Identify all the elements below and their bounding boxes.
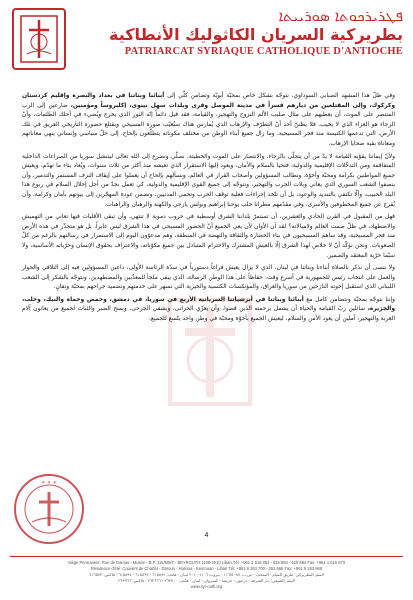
syriac-title: ܦܛܪܝܪܟܘܬܐ ܣܘܪܝܝܬܐ xyxy=(278,7,403,25)
letter-body xyxy=(22,92,395,328)
body-paragraph xyxy=(22,92,395,150)
bold-text-run: أبنائنا وبناتنا في بغداد والبصرة وإقليم كردستان وكركوك، وإلى المقتلعين من ديارهم قسراً في مدينة الموصل وقرى وبلدات سهل نينوى، إكليروساً ومؤمنين، xyxy=(22,93,395,109)
page-number: 4 xyxy=(204,532,209,539)
svg-text:✦ ✦ ✦: ✦ ✦ ✦ xyxy=(41,480,57,486)
text-run: ضارعين إلى الرب المنتصر على الموت، أن يعطيهم على مثال صليب الألم النزوح والتهجير، والقيامة، فقد قيل دائماً إنّه النور الذي يخرج ويُضيء في أحلك الظلمات، وأنّ الرجاء هو العزاء الذي لا يخيب. فلا يظننّ أحد أنّ التطرّف والإرهاب الذي يُمارس هناك سيُغيّب صورة المسيحي ويقتلع حضوره التاريخي العريق في تلك الأرض، التي تدعمها الكنيسة منذ فجر المسيحية، وما زال جميع أبناء الوطن من مختلف مكوناته يتطلّعون بإلحاح، إلى حلّ سياسي وإنساني ينهي معاناتهم ومعاناة بقية ضحايا الإرهاب. xyxy=(22,102,395,147)
crest-svg xyxy=(19,14,59,64)
arabic-title: بطريركية السريان الكاثوليك الأنطاكية xyxy=(109,25,403,44)
footer-summer-ar: المقر الصيفي: دير الشرفة - درعون - حريصا - كسروان - لبنان - هاتف: ٢٦٣٧٠٠ - ٢٦٣٦٦٦ - فاكس: ٢٦٣٩٦٦ xyxy=(118,578,295,583)
letterhead-titles xyxy=(70,7,403,59)
text-run: وفي ظلّ هذا المشهد الضبابي السوداوي، نتوجّه بشكل خاص بمحبّة أبويّة وتضامن كلّي إلى xyxy=(164,93,395,99)
text-run: فهل من المقبول في القرن الحادي والعشرين، أن تستمرّ بلداننا الشرق أوسطية في حروب دموية لا تنتهي، وأن تبقى الأقليات فيها تعاني من التهميش والاضطهاد، في ظلّ صمت العالم ولامبالاته؟ لقد آن الأوان لأن يعي الجميع أنّ الحضور المسيحي في هذا الشرق ليس عابراً، بل هو متجذّر في هذه الأرض منذ فجر المسيحية، وقد ساهم المسيحيون في بناء الحضارة والثقافة والنهضة في المنطقة، وهم مدعوّون اليوم إلى الاستمرار في رسالتهم بالرغم من كلّ الصعوبات. ونحن نؤكّد أنّ لا خلاص لهذا الشرق إلّا بالعيش المشترك والاحترام المتبادل بين جميع مكوّناته، والاعتراف بحقوق الإنسان وحرّياته الأساسية، ولا سيّما حرّية المعتقد والضمير. xyxy=(22,214,395,259)
footer-website[interactable]: www.syr-cath.org xyxy=(190,584,223,589)
text-run: ولا ننسى أن نذكر بالصلاة أبناءنا وبناتنا في لبنان، الذي لا يزال يعيش فراغاً دستورياً في سدّة الرئاسة الأولى، داعين المسؤولين فيه إلى التلاقي والحوار والعمل على انتخاب رئيس للجمهورية في أسرع وقت، حفاظاً على هذا الوطن الرسالة، الذي يبقى ملجأ للمعذّبين والمضطهدين، ونتوجّه بالشكر إلى الشعب اللبناني الذي استقبل إخوته النازحين من سوريا والعراق، والمؤسّسات الكنسية والخيرية التي تسهر على خدمتهم وتضميد جراحهم بمحبّة وتفانٍ. xyxy=(22,265,395,291)
french-title: PATRIARCAT SYRIAQUE CATHOLIQUE D'ANTIOCHE xyxy=(124,46,403,57)
bold-text-run: أبنائنا وبناتنا في أبرشياتنا السريانية الأربع في سوريا، في دمشق، وحمص وحماة والنبك، وحلب، والجزيرة، xyxy=(22,296,395,313)
letterhead xyxy=(0,0,413,72)
patriarchal-crest-icon xyxy=(12,8,66,70)
footer-address-fr: Siège Permanent: Rue de Damas - Musée - B.P. 116/5087 - BEYROUTH 1106-2010 Liban Tél: +961 1 615 892 - 615 893 - 615 894 Fax: +961 1 616 573 xyxy=(67,560,346,565)
body-paragraph xyxy=(22,153,395,211)
text-run: وإننا نتوجّه بمحبّة ونتضامن كامل مع xyxy=(303,296,396,303)
body-paragraph xyxy=(22,296,395,325)
footer-address-ar: المقر البطريركي: طريق الشام - المتحف - ص.ب. ١١٦/٥٠٨٧ - بيروت ١١٠٦-٢٠١٠ لبنان - هاتف: ٦١٥٨٩٢ - ٦١٥٨٩٣ - ٦١٥٨٩٤ - فاكس: ٦١٦٥٧٣ xyxy=(89,572,324,577)
text-run: ولأنّ إيماننا يقوّيه القيامة لا بدّ من أن يتجلّى بالرجاء، والانتصار على الموت والخطيئة، نصلّي ونضرع إلى الله تعالى لينتشل سوريا من الصراعات الداخلية المتفاقمة ومن التدخّلات الإقليمية والدولية، فتحيا بالسلام والأمان، ويعود إليها الاستقرار الذي تعيشه منذ أكثر من ثلاث سنوات، ويُعاد بناء ما تهدّم، ويعيش جميع المواطنين بكرامة ومحبّة وأخوّة. ونطالب المسؤولين وأصحاب القرار في العالم، ونسألهم بإلحاح أن يعملوا على إيقاف النزف المستمر والتدمير، وأن ينصفوا الشعب السوري الذي يعاني ويلات الحرب والتهجير، ونتوجّه إلى جميع القوى الإقليمية والدولية، كي تعمل بجدّ من أجل إحلال السلام في ربوع هذا البلد الحبيب، وألّا تكتفي بالتنديد والوعود، بل أن تتّخذ إجراءات فعلية توقف الحرب وتحمي المدنيين، وتضمن عودة المهجّرين إلى بيوتهم بأمان وكرامة، وأن يُفرج عن جميع المخطوفين والأسرى، وفي مقدّمهم مطرانا حلب يوحنا إبراهيم وبولس يازجي والكهنة والرهبان والراهبات. xyxy=(22,153,395,208)
body-paragraph xyxy=(22,264,395,293)
text-run: سائلين ربّ القيامة والحياة أن يشمل برحمته الذين قضوا، وأن يعزّي الحزانى، ويشفي الجرحى، ويمنح الصبر والثبات لجميع من يعانون آلام الغربة والتهجير، آملين أن يعود الأمن والسلام، ليعيش الجميع بأخوّة ومحبّة في وطن واحد يتّسع للجميع. xyxy=(22,306,395,323)
letterhead-footer xyxy=(10,556,403,598)
footer-summer-fr: Résidence d'été: Couvent de Charfet - Daroun - Harissa - Kesrouan - Liban Tél: +961 9 263 700 - 263 666 Fax: +961 9 263 966 xyxy=(90,566,323,571)
body-paragraph xyxy=(22,213,395,261)
